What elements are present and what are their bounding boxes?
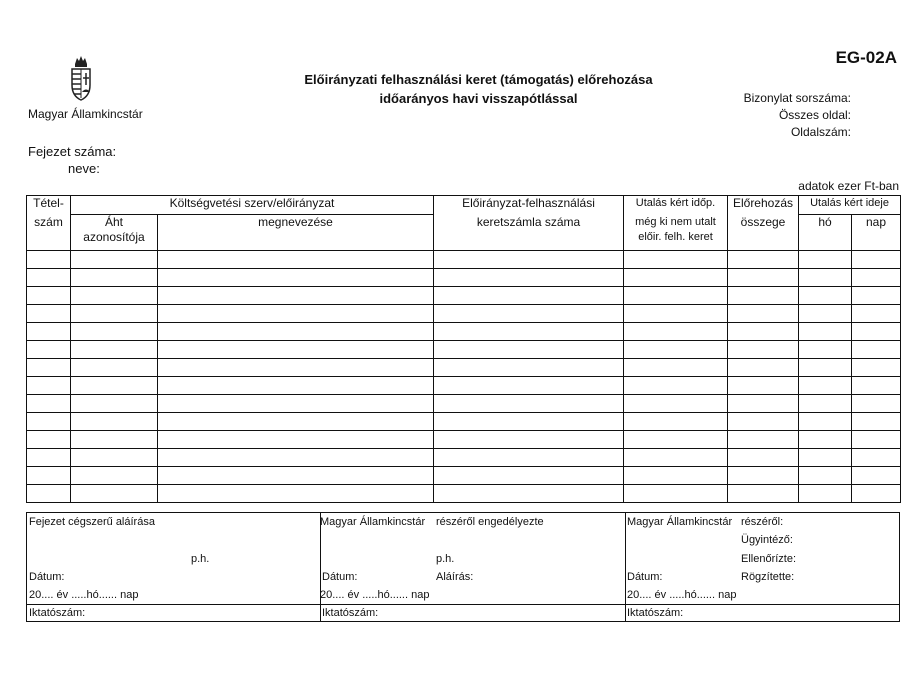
units-note: adatok ezer Ft-ban [798,179,899,193]
total-pages-label: Összes oldal: [778,108,851,122]
remaining-frame-cell[interactable] [624,323,728,341]
advance-amount-cell[interactable] [728,341,799,359]
item-number-cell[interactable] [27,431,71,449]
account-number-cell[interactable] [434,431,624,449]
header-name: megnevezése [158,215,434,251]
header-aht-2: azonosítója [83,230,145,244]
page-number-label: Oldalszám: [790,125,851,139]
header-item-number-1: Tétel- [27,196,71,215]
side-label: részéről: [741,516,784,528]
day-cell[interactable] [852,323,901,341]
table-row [27,323,901,341]
officer-label: Ügyintéző: [741,534,793,546]
name-cell[interactable] [158,323,434,341]
advance-amount-cell[interactable] [728,359,799,377]
table-row [27,251,901,269]
month-cell[interactable] [799,413,852,431]
month-cell[interactable] [799,341,852,359]
aht-id-cell[interactable] [71,305,158,323]
header-item-number-2: szám [27,215,71,251]
signature-block [26,512,900,622]
stamp-placeholder: p.h. [191,553,210,565]
item-number-cell[interactable] [27,377,71,395]
advance-amount-cell[interactable] [728,467,799,485]
chapter-info [28,143,116,177]
month-cell[interactable] [799,251,852,269]
treasury-approval-section [320,513,626,604]
account-number-cell[interactable] [434,485,624,503]
aht-id-cell[interactable] [71,467,158,485]
form-title-line1: Előirányzati felhasználási keret (támogatás) előrehozása [304,72,653,87]
account-number-cell[interactable] [434,449,624,467]
checked-by-label: Ellenőrízte: [741,553,797,565]
table-row [27,431,901,449]
name-cell[interactable] [158,341,434,359]
day-cell[interactable] [852,305,901,323]
date-field[interactable]: 20.... év .....hó...... nap [627,589,737,601]
header-budget-group: Költségvetési szerv/előirányzat [71,196,434,215]
table-row [27,449,901,467]
item-number-cell[interactable] [27,305,71,323]
remaining-frame-cell[interactable] [624,467,728,485]
name-cell[interactable] [158,359,434,377]
day-cell[interactable] [852,251,901,269]
remaining-frame-cell[interactable] [624,485,728,503]
remaining-frame-cell[interactable] [624,449,728,467]
header-timing-group: Utalás kért ideje [799,196,901,215]
month-cell[interactable] [799,485,852,503]
aht-id-cell[interactable] [71,287,158,305]
month-cell[interactable] [799,467,852,485]
item-number-cell[interactable] [27,251,71,269]
advance-amount-cell[interactable] [728,269,799,287]
advance-amount-cell[interactable] [728,485,799,503]
treasury-agency-name: Magyar Államkincstár [627,516,733,528]
name-cell[interactable] [158,395,434,413]
aht-id-cell[interactable] [71,485,158,503]
name-cell[interactable] [158,269,434,287]
treasury-processing-section [625,513,899,604]
item-number-cell[interactable] [27,323,71,341]
chapter-name-label: neve: [68,161,100,176]
approved-by-label: részéről engedélyezte [436,516,544,528]
chapter-number-label: Fejezet száma: [28,144,117,159]
month-cell[interactable] [799,449,852,467]
advance-amount-cell[interactable] [728,449,799,467]
item-number-cell[interactable] [27,341,71,359]
table-row [27,359,901,377]
table-body [27,251,901,503]
aht-id-cell[interactable] [71,323,158,341]
name-cell[interactable] [158,287,434,305]
table-row [27,269,901,287]
form-code: EG-02A [835,48,897,67]
account-number-cell[interactable] [434,359,624,377]
remaining-frame-cell[interactable] [624,359,728,377]
account-number-cell[interactable] [434,377,624,395]
aht-id-cell[interactable] [71,251,158,269]
month-cell[interactable] [799,305,852,323]
month-cell[interactable] [799,359,852,377]
table-row [27,377,901,395]
month-cell[interactable] [799,377,852,395]
aht-id-cell[interactable] [71,269,158,287]
advance-amount-cell[interactable] [728,323,799,341]
item-number-cell[interactable] [27,395,71,413]
chapter-signature-label: Fejezet cégszerű aláírása [29,516,155,528]
name-cell[interactable] [158,251,434,269]
advance-amount-cell[interactable] [728,413,799,431]
item-number-cell[interactable] [27,449,71,467]
header-aht [71,215,158,251]
header-month: hó [799,215,852,251]
remaining-frame-cell[interactable] [624,413,728,431]
signature-label: Aláírás: [436,571,474,583]
remaining-frame-cell[interactable] [624,431,728,449]
remaining-frame-cell[interactable] [624,269,728,287]
month-cell[interactable] [799,269,852,287]
table-row [27,485,901,503]
item-number-cell[interactable] [27,485,71,503]
remaining-frame-cell[interactable] [624,251,728,269]
date-label: Dátum: [29,571,65,583]
aht-id-cell[interactable] [71,449,158,467]
account-number-cell[interactable] [434,395,624,413]
account-number-cell[interactable] [434,413,624,431]
doc-number-label: Bizonylat sorszáma: [743,91,851,105]
day-cell[interactable] [852,377,901,395]
header-account-1: Előirányzat-felhasználási [434,196,624,215]
account-number-cell[interactable] [434,467,624,485]
header-transfer-2: még ki nem utalt [635,215,716,228]
item-number-cell[interactable] [27,287,71,305]
treasury-agency-name: Magyar Államkincstár [320,516,426,528]
header-advance-1: Előrehozás [728,196,799,215]
advance-amount-cell[interactable] [728,251,799,269]
day-cell[interactable] [852,395,901,413]
advance-amount-cell[interactable] [728,377,799,395]
advance-amount-cell[interactable] [728,287,799,305]
remaining-frame-cell[interactable] [624,305,728,323]
item-number-cell[interactable] [27,467,71,485]
account-number-cell[interactable] [434,269,624,287]
table-row [27,305,901,323]
month-cell[interactable] [799,323,852,341]
remaining-frame-cell[interactable] [624,395,728,413]
date-label: Dátum: [322,571,358,583]
day-cell[interactable] [852,359,901,377]
month-cell[interactable] [799,287,852,305]
filing-number-field[interactable] [27,604,321,622]
name-cell[interactable] [158,449,434,467]
date-field[interactable]: 20.... év .....hó...... nap [29,589,139,601]
account-number-cell[interactable] [434,323,624,341]
aht-id-cell[interactable] [71,359,158,377]
month-cell[interactable] [799,395,852,413]
form-title-line2: időarányos havi visszapótlással [379,91,578,106]
filing-number-field[interactable] [320,604,626,622]
agency-name: Magyar Államkincstár [28,107,143,121]
account-number-cell[interactable] [434,287,624,305]
day-cell[interactable] [852,485,901,503]
stamp-placeholder: p.h. [436,553,455,565]
remaining-frame-cell[interactable] [624,287,728,305]
chapter-signature-section [27,513,321,604]
account-number-cell[interactable] [434,251,624,269]
day-cell[interactable] [852,431,901,449]
day-cell[interactable] [852,413,901,431]
advance-amount-cell[interactable] [728,395,799,413]
table-row [27,341,901,359]
filing-number-label: Iktatószám: [29,607,86,619]
remaining-frame-cell[interactable] [624,377,728,395]
advance-amount-cell[interactable] [728,305,799,323]
account-number-cell[interactable] [434,341,624,359]
item-number-cell[interactable] [27,413,71,431]
date-field[interactable]: 20.... év .....hó...... nap [320,589,430,601]
name-cell[interactable] [158,413,434,431]
allocation-table [26,195,901,503]
aht-id-cell[interactable] [71,377,158,395]
name-cell[interactable] [158,485,434,503]
name-cell[interactable] [158,377,434,395]
day-cell[interactable] [852,341,901,359]
aht-id-cell[interactable] [71,395,158,413]
item-number-cell[interactable] [27,269,71,287]
filing-number-label: Iktatószám: [322,607,379,619]
name-cell[interactable] [158,431,434,449]
table-row [27,413,901,431]
recorded-by-label: Rögzítette: [741,571,795,583]
header-transfer-3: előir. felh. keret [638,230,713,243]
day-cell[interactable] [852,449,901,467]
header-advance-2: összege [728,215,799,251]
header-aht-1: Áht [104,215,123,229]
advance-amount-cell[interactable] [728,431,799,449]
day-cell[interactable] [852,467,901,485]
document-info [744,90,851,141]
date-label: Dátum: [627,571,663,583]
name-cell[interactable] [158,467,434,485]
header-account-2: keretszámla száma [434,215,624,251]
remaining-frame-cell[interactable] [624,341,728,359]
header-transfer-1: Utalás kért időp. [624,196,728,215]
header-transfer-2-3 [624,215,728,251]
name-cell[interactable] [158,305,434,323]
aht-id-cell[interactable] [71,431,158,449]
header-day: nap [852,215,901,251]
day-cell[interactable] [852,287,901,305]
table-row [27,467,901,485]
aht-id-cell[interactable] [71,413,158,431]
day-cell[interactable] [852,269,901,287]
filing-number-field[interactable] [625,604,899,622]
account-number-cell[interactable] [434,305,624,323]
month-cell[interactable] [799,431,852,449]
table-row [27,287,901,305]
aht-id-cell[interactable] [71,341,158,359]
table-row [27,395,901,413]
item-number-cell[interactable] [27,359,71,377]
filing-number-label: Iktatószám: [627,607,684,619]
